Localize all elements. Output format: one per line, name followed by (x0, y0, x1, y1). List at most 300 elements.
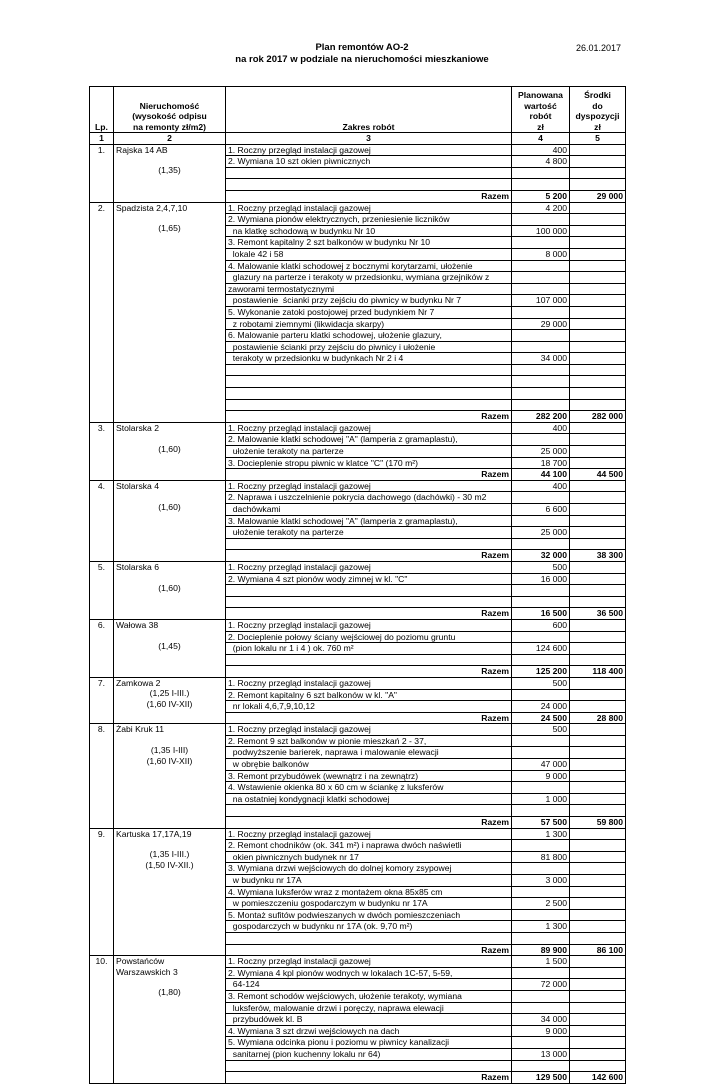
work-description: okien piwnicznych budynek nr 17 (226, 851, 512, 863)
renovation-rate: (1,60 IV-XII) (146, 755, 193, 766)
property-cell (114, 422, 226, 480)
funds-cell (570, 967, 626, 979)
funds-cell (570, 353, 626, 365)
work-description: 2. Wymiana 10 szt okien piwnicznych (226, 156, 512, 168)
planned-value: 9 000 (512, 1025, 570, 1037)
funds-cell (570, 990, 626, 1002)
planned-value: 47 000 (512, 759, 570, 771)
work-description: ułożenie terakoty na parterze (226, 446, 512, 458)
planned-value: 25 000 (512, 527, 570, 539)
available-funds: 28 800 (570, 712, 626, 724)
work-description: 3. Wymiana drzwi wejściowych do dolnej komory zsypowej (226, 863, 512, 875)
work-description (226, 364, 512, 376)
funds-cell (570, 735, 626, 747)
planned-value (512, 654, 570, 666)
funds-cell (570, 573, 626, 585)
spacer (116, 491, 223, 501)
available-funds: 38 300 (570, 550, 626, 562)
row-number: 6. (90, 619, 114, 677)
funds-cell (570, 202, 626, 214)
planned-value: 34 000 (512, 1014, 570, 1026)
property-name: Żabi Kruk 11 (116, 724, 165, 735)
sum-label: Razem (226, 817, 512, 829)
funds-cell (570, 631, 626, 643)
funds-cell (570, 446, 626, 458)
work-description: 1. Roczny przegląd instalacji gazowej (226, 956, 512, 968)
sum-label: Razem (226, 550, 512, 562)
spacer (116, 155, 223, 165)
sum-label: Razem (226, 666, 512, 678)
planned-value (512, 283, 570, 295)
work-description: gospodarczych w budynku nr 17A (ok. 9,70 m²) (226, 921, 512, 933)
funds-cell (570, 585, 626, 597)
row-number: 2. (90, 202, 114, 422)
funds-cell (570, 144, 626, 156)
property-name: Powstańców (116, 956, 165, 967)
work-description: przybudówek kl. B (226, 1014, 512, 1026)
planned-value: 13 000 (512, 1048, 570, 1060)
total-value: 57 500 (512, 817, 570, 829)
total-value: 44 100 (512, 469, 570, 481)
available-funds: 86 100 (570, 944, 626, 956)
funds-cell (570, 179, 626, 191)
work-description: w pomieszczeniu gospodarczym w budynku nr 17A (226, 898, 512, 910)
renovation-rate: (1,35 I-III) (150, 745, 189, 756)
planned-value (512, 364, 570, 376)
work-description: 6. Malowanie parteru klatki schodowej, ułożenie glazury, (226, 330, 512, 342)
planned-value (512, 863, 570, 875)
table-row (90, 561, 626, 573)
funds-cell (570, 793, 626, 805)
spacer (116, 433, 223, 443)
planned-value (512, 388, 570, 400)
planned-value: 72 000 (512, 979, 570, 991)
spacer (116, 572, 223, 582)
table-row (90, 956, 626, 968)
available-funds: 59 800 (570, 817, 626, 829)
planned-value (512, 1060, 570, 1072)
row-number: 8. (90, 724, 114, 828)
work-description (226, 179, 512, 191)
planned-value: 400 (512, 144, 570, 156)
planned-value: 1 300 (512, 828, 570, 840)
work-description: z robotami ziemnymi (likwidacja skarpy) (226, 318, 512, 330)
work-description: w budynku nr 17A (226, 875, 512, 887)
work-description: na ostatniej kondygnacji klatki schodowej (226, 793, 512, 805)
renovation-rate: (1,25 I-III.) (149, 688, 190, 699)
funds-cell (570, 654, 626, 666)
work-description: 5. Montaż sufitów podwieszanych w dwóch pomieszczeniach (226, 909, 512, 921)
spacer (116, 213, 223, 223)
planned-value: 25 000 (512, 446, 570, 458)
planned-value: 600 (512, 619, 570, 631)
work-description: sanitarnej (pion kuchenny lokalu nr 64) (226, 1048, 512, 1060)
funds-cell (570, 538, 626, 550)
funds-cell (570, 689, 626, 701)
planned-value (512, 689, 570, 701)
work-description: 2. Remont kapitalny 6 szt balkonów w kl. "A" (226, 689, 512, 701)
funds-cell (570, 898, 626, 910)
funds-cell (570, 747, 626, 759)
work-description: 4. Malowanie klatki schodowej z bocznymi korytarzami, ułożenie (226, 260, 512, 272)
renovation-rate: (1,80) (158, 987, 181, 998)
funds-cell (570, 561, 626, 573)
funds-cell (570, 782, 626, 794)
property-name: Wałowa 38 (116, 619, 159, 630)
available-funds: 142 600 (570, 1072, 626, 1084)
planned-value: 4 800 (512, 156, 570, 168)
work-description: 3. Malowanie klatki schodowej "A" (lamperia z gramaplastu), (226, 515, 512, 527)
available-funds: 282 000 (570, 411, 626, 423)
property-cell (114, 202, 226, 422)
funds-cell (570, 295, 626, 307)
planned-value (512, 735, 570, 747)
work-description: podwyższenie barierek, naprawa i malowanie elewacji (226, 747, 512, 759)
work-description: 1. Roczny przegląd instalacji gazowej (226, 828, 512, 840)
work-description: zaworami termostatycznymi (226, 283, 512, 295)
work-description: w obrębie balkonów (226, 759, 512, 771)
funds-cell (570, 1048, 626, 1060)
funds-cell (570, 248, 626, 260)
work-description: 3. Remont przybudówek (wewnątrz i na zewnątrz) (226, 770, 512, 782)
property-cell (114, 561, 226, 619)
planned-value: 1 500 (512, 956, 570, 968)
funds-cell (570, 759, 626, 771)
work-description: 3. Remont kapitalny 2 szt balkonów w budynku Nr 10 (226, 237, 512, 249)
planned-value (512, 515, 570, 527)
work-description: nr lokali 4,6,7,9,10,12 (226, 701, 512, 713)
planned-value (512, 990, 570, 1002)
table-row (90, 202, 626, 214)
sum-label: Razem (226, 944, 512, 956)
table-body (90, 144, 626, 1083)
total-value: 16 500 (512, 608, 570, 620)
table-row (90, 480, 626, 492)
row-number: 10. (90, 956, 114, 1084)
funds-cell (570, 214, 626, 226)
planned-value: 500 (512, 677, 570, 689)
funds-cell (570, 283, 626, 295)
total-value: 129 500 (512, 1072, 570, 1084)
funds-cell (570, 306, 626, 318)
row-number: 5. (90, 561, 114, 619)
work-description: 1. Roczny przegląd instalacji gazowej (226, 619, 512, 631)
column-number: 2 (114, 133, 226, 145)
sum-label: Razem (226, 411, 512, 423)
sum-label: Razem (226, 608, 512, 620)
work-description: 2. Wymiana pionów elektrycznych, przeniesienie liczników (226, 214, 512, 226)
funds-cell (570, 527, 626, 539)
work-description: 3. Docieplenie stropu piwnic w klatce "C" (170 m²) (226, 457, 512, 469)
planned-value: 16 000 (512, 573, 570, 585)
total-value: 125 200 (512, 666, 570, 678)
spacer (116, 977, 223, 987)
funds-cell (570, 932, 626, 944)
property-cell (114, 619, 226, 677)
work-description: 1. Roczny przegląd instalacji gazowej (226, 480, 512, 492)
work-description (226, 596, 512, 608)
work-description: ułożenie terakoty na parterze (226, 527, 512, 539)
header-scope: Zakres robót (226, 87, 512, 133)
table-row (90, 677, 626, 689)
spacer (116, 735, 223, 745)
funds-cell (570, 875, 626, 887)
header-property (114, 87, 226, 133)
planned-value (512, 932, 570, 944)
document-subtitle: na rok 2017 w podziale na nieruchomości mieszkaniowe (235, 54, 489, 65)
work-description: 1. Roczny przegląd instalacji gazowej (226, 724, 512, 736)
work-description: lokale 42 i 58 (226, 248, 512, 260)
property-name: Kartuska 17,17A,19 (116, 828, 192, 839)
planned-value (512, 967, 570, 979)
funds-cell (570, 1002, 626, 1014)
work-description: 4. Wymiana 3 szt drzwi wejściowych na dach (226, 1025, 512, 1037)
property-name: Rajska 14 AB (116, 144, 168, 155)
total-value: 5 200 (512, 190, 570, 202)
document-title: Plan remontów AO-2 (315, 42, 409, 53)
work-description (226, 1060, 512, 1072)
work-description: 2. Malowanie klatki schodowej "A" (lamperia z gramaplastu), (226, 434, 512, 446)
table-row (90, 422, 626, 434)
planned-value: 500 (512, 724, 570, 736)
planned-value: 1 000 (512, 793, 570, 805)
planned-value: 124 600 (512, 643, 570, 655)
planned-value (512, 272, 570, 284)
planned-value (512, 886, 570, 898)
work-description (226, 538, 512, 550)
table-row (90, 619, 626, 631)
planned-value: 4 200 (512, 202, 570, 214)
work-description: 3. Remont schodów wejściowych, ułożenie terakoty, wymiana (226, 990, 512, 1002)
planned-value: 500 (512, 561, 570, 573)
table-row (90, 828, 626, 840)
available-funds: 29 000 (570, 190, 626, 202)
total-value: 32 000 (512, 550, 570, 562)
funds-cell (570, 515, 626, 527)
planned-value: 400 (512, 480, 570, 492)
planned-value (512, 237, 570, 249)
renovation-rate: (1,35 I-III.) (149, 849, 190, 860)
planned-value: 8 000 (512, 248, 570, 260)
property-cell (114, 956, 226, 1084)
column-number: 3 (226, 133, 512, 145)
planned-value (512, 1037, 570, 1049)
funds-cell (570, 770, 626, 782)
renovation-rate: (1,45) (158, 640, 181, 651)
work-description: postawienie ścianki przy zejściu do piwnicy w budynku Nr 7 (226, 295, 512, 307)
funds-cell (570, 504, 626, 516)
work-description: 1. Roczny przegląd instalacji gazowej (226, 561, 512, 573)
planned-value: 18 700 (512, 457, 570, 469)
work-description: 4. Wstawienie okienka 80 x 60 cm w ściankę z luksferów (226, 782, 512, 794)
planned-value (512, 805, 570, 817)
planned-value: 6 600 (512, 504, 570, 516)
property-name: Stolarska 4 (116, 480, 159, 491)
work-description: 2. Wymiana 4 kpl pionów wodnych w lokalach 1C-57, 5-59, (226, 967, 512, 979)
funds-cell (570, 399, 626, 411)
planned-value: 2 500 (512, 898, 570, 910)
property-cell (114, 677, 226, 723)
funds-cell (570, 388, 626, 400)
planned-value (512, 399, 570, 411)
work-description: na klatkę schodową w budynku Nr 10 (226, 225, 512, 237)
property-name: Spadzista 2,4,7,10 (116, 202, 188, 213)
sum-label: Razem (226, 190, 512, 202)
planned-value (512, 538, 570, 550)
work-description: 5. Wykonanie zatoki postojowej przed budynkiem Nr 7 (226, 306, 512, 318)
planned-value (512, 376, 570, 388)
funds-cell (570, 434, 626, 446)
funds-cell (570, 260, 626, 272)
work-description: terakoty w przedsionku w budynkach Nr 2 i 4 (226, 353, 512, 365)
header-lp: Lp. (90, 87, 114, 133)
work-description: luksferów, malowanie drzwi i poręczy, naprawa elewacji (226, 1002, 512, 1014)
funds-cell (570, 956, 626, 968)
work-description: 1. Roczny przegląd instalacji gazowej (226, 422, 512, 434)
funds-cell (570, 376, 626, 388)
repair-plan-table (89, 86, 626, 1084)
row-number: 9. (90, 828, 114, 956)
funds-cell (570, 492, 626, 504)
column-number: 1 (90, 133, 114, 145)
planned-value: 9 000 (512, 770, 570, 782)
funds-cell (570, 341, 626, 353)
funds-cell (570, 619, 626, 631)
planned-value: 400 (512, 422, 570, 434)
renovation-rate: (1,60) (158, 501, 181, 512)
planned-value (512, 782, 570, 794)
table-row (90, 144, 626, 156)
renovation-rate: (1,60) (158, 582, 181, 593)
sum-label: Razem (226, 1072, 512, 1084)
work-description: 2. Remont 9 szt balkonów w pionie mieszkań 2 - 37, (226, 735, 512, 747)
document-date: 26.01.2017 (576, 43, 622, 53)
funds-cell (570, 863, 626, 875)
funds-cell (570, 828, 626, 840)
planned-value: 3 000 (512, 875, 570, 887)
funds-cell (570, 156, 626, 168)
funds-cell (570, 921, 626, 933)
work-description (226, 399, 512, 411)
available-funds: 118 400 (570, 666, 626, 678)
funds-cell (570, 422, 626, 434)
planned-value (512, 214, 570, 226)
available-funds: 44 500 (570, 469, 626, 481)
planned-value (512, 179, 570, 191)
property-name: Stolarska 6 (116, 561, 159, 572)
planned-value: 1 300 (512, 921, 570, 933)
funds-cell (570, 237, 626, 249)
column-number: 4 (512, 133, 570, 145)
work-description: 2. Wymiana 4 szt pionów wody zimnej w kl. "C" (226, 573, 512, 585)
planned-value: 100 000 (512, 225, 570, 237)
property-cell (114, 144, 226, 202)
work-description: 64-124 (226, 979, 512, 991)
funds-cell (570, 886, 626, 898)
funds-cell (570, 1025, 626, 1037)
planned-value (512, 840, 570, 852)
funds-cell (570, 840, 626, 852)
work-description (226, 167, 512, 179)
header-funds-text: Środki do dyspozycji zł (575, 90, 620, 132)
work-description: 1. Roczny przegląd instalacji gazowej (226, 144, 512, 156)
header-property-text: Nieruchomość (wysokość odpisu na remonty zł/m2) (132, 100, 207, 132)
spacer (116, 630, 223, 640)
property-name: Stolarska 2 (116, 422, 159, 433)
column-number: 5 (570, 133, 626, 145)
planned-value (512, 585, 570, 597)
funds-cell (570, 1014, 626, 1026)
property-cell (114, 724, 226, 828)
property-name: Warszawskich 3 (116, 966, 178, 977)
row-number: 3. (90, 422, 114, 480)
work-description: 1. Roczny przegląd instalacji gazowej (226, 677, 512, 689)
work-description: (pion lokalu nr 1 i 4 ) ok. 760 m² (226, 643, 512, 655)
header-planned (512, 87, 570, 133)
available-funds: 36 500 (570, 608, 626, 620)
spacer (116, 839, 223, 849)
planned-value (512, 434, 570, 446)
renovation-rate: (1,35) (158, 165, 181, 176)
work-description: glazury na parterze i terakoty w przedsionku, wymiana grzejników z (226, 272, 512, 284)
work-description (226, 654, 512, 666)
funds-cell (570, 167, 626, 179)
planned-value (512, 260, 570, 272)
renovation-rate: (1,60) (158, 443, 181, 454)
sum-label: Razem (226, 712, 512, 724)
work-description: 2. Naprawa i uszczelnienie pokrycia dachowego (dachówki) - 30 m2 (226, 492, 512, 504)
work-description: 2. Remont chodników (ok. 341 m²) i naprawa dwóch naświetli (226, 840, 512, 852)
funds-cell (570, 225, 626, 237)
work-description (226, 388, 512, 400)
property-cell (114, 480, 226, 561)
funds-cell (570, 318, 626, 330)
sum-label: Razem (226, 469, 512, 481)
renovation-rate: (1,60 IV-XII) (146, 698, 193, 709)
header-funds (570, 87, 626, 133)
header-planned-text: Planowana wartość robót zł (518, 90, 563, 132)
planned-value (512, 596, 570, 608)
work-description: 1. Roczny przegląd instalacji gazowej (226, 202, 512, 214)
planned-value (512, 747, 570, 759)
planned-value (512, 1002, 570, 1014)
funds-cell (570, 909, 626, 921)
funds-cell (570, 851, 626, 863)
funds-cell (570, 1060, 626, 1072)
funds-cell (570, 724, 626, 736)
funds-cell (570, 643, 626, 655)
funds-cell (570, 480, 626, 492)
planned-value (512, 909, 570, 921)
row-number: 4. (90, 480, 114, 561)
total-value: 24 500 (512, 712, 570, 724)
planned-value: 81 800 (512, 851, 570, 863)
funds-cell (570, 701, 626, 713)
planned-value (512, 492, 570, 504)
total-value: 89 900 (512, 944, 570, 956)
row-number: 7. (90, 677, 114, 723)
funds-cell (570, 1037, 626, 1049)
property-cell (114, 828, 226, 956)
funds-cell (570, 596, 626, 608)
planned-value: 107 000 (512, 295, 570, 307)
work-description: 4. Wymiana luksferów wraz z montażem okna 85x85 cm (226, 886, 512, 898)
row-number: 1. (90, 144, 114, 202)
planned-value: 24 000 (512, 701, 570, 713)
property-name: Zamkowa 2 (116, 677, 161, 688)
table-row (90, 724, 626, 736)
planned-value (512, 330, 570, 342)
